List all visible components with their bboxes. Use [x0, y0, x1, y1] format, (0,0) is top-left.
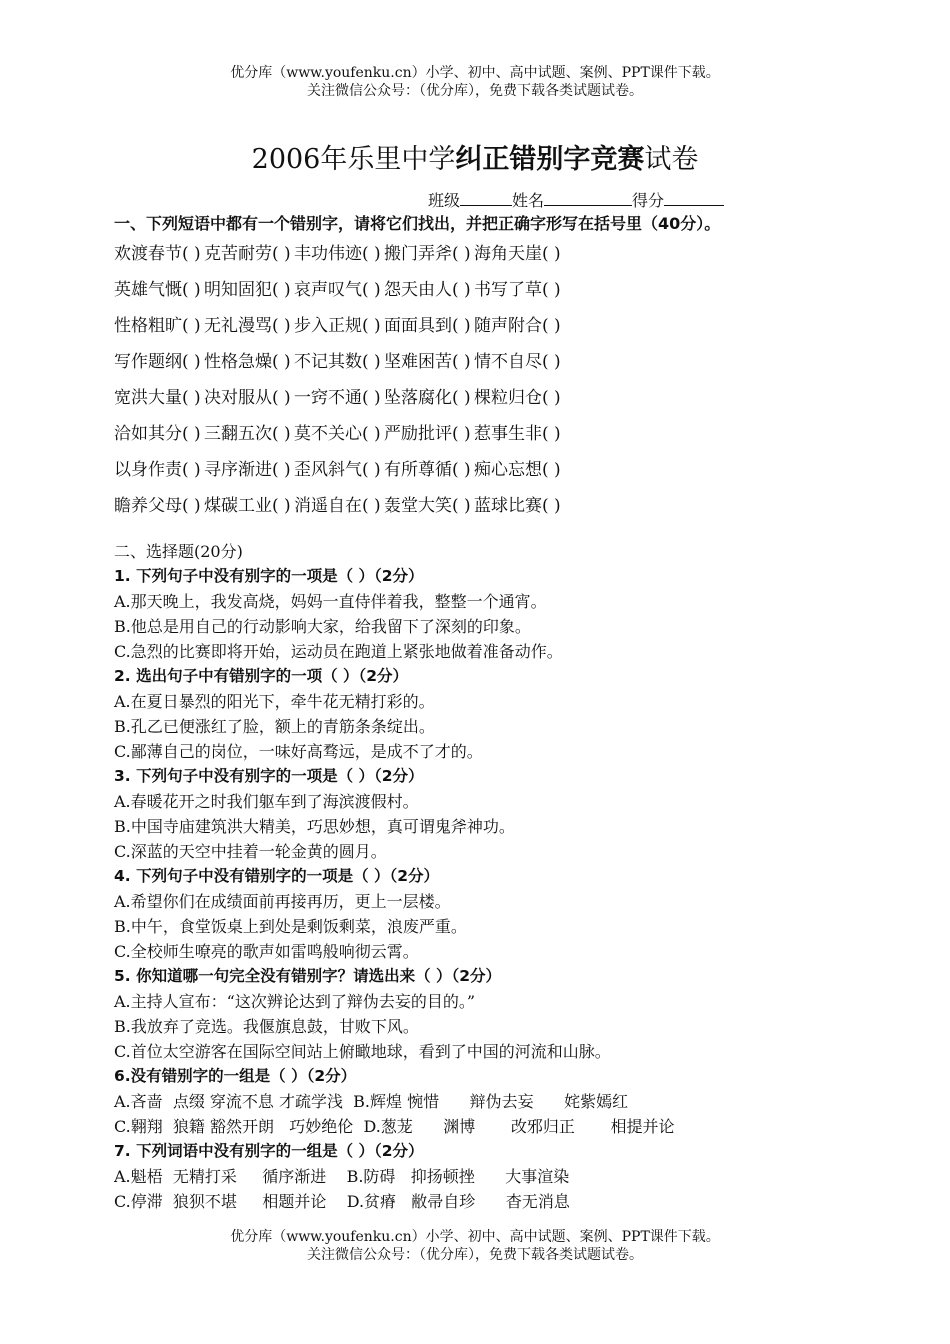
question-option: C.全校师生嘹亮的歌声如雷鸣般响彻云霄。: [114, 942, 419, 961]
phrase-text: 性格急燥: [204, 352, 272, 372]
phrase-text: 海角天崖: [474, 244, 542, 264]
answer-paren[interactable]: ( ): [182, 460, 201, 480]
phrase-text: 写作题纲: [114, 352, 182, 372]
answer-paren[interactable]: ( ): [362, 496, 381, 516]
phrase-text: 步入正规: [294, 316, 362, 336]
answer-paren[interactable]: ( ): [452, 316, 471, 336]
answer-paren[interactable]: ( ): [182, 388, 201, 408]
phrase-row: [114, 416, 914, 452]
header-line-1: 优分库（www.youfenku.cn）小学、初中、高中试题、案例、PPT课件下载。: [230, 65, 720, 81]
phrase-text: 惹事生非: [474, 424, 542, 444]
question-stem: 6.没有错别字的一组是（ ）（2分）: [114, 1067, 357, 1085]
question-option: A.春暖花开之时我们躯车到了海滨渡假村。: [114, 792, 419, 811]
phrase-item: [474, 344, 564, 380]
phrase-text: 三翻五次: [204, 424, 272, 444]
answer-paren[interactable]: ( ): [542, 460, 561, 480]
question-option: C.首位太空游客在国际空间站上俯瞰地球，看到了中国的河流和山脉。: [114, 1042, 611, 1061]
question-option: C.停滞 狼狈不堪 相题并论 D.贫瘠 敝帚自珍 杳无消息: [114, 1192, 570, 1211]
phrase-row: [114, 488, 914, 524]
question-option: A.在夏日暴烈的阳光下，牵牛花无精打彩的。: [114, 692, 435, 711]
phrase-item: [204, 488, 294, 524]
answer-paren[interactable]: ( ): [272, 244, 291, 264]
phrase-text: 面面具到: [384, 316, 452, 336]
question-option: B.孔乙已便涨红了脸，额上的青筋条条绽出。: [114, 717, 435, 736]
phrase-row: [114, 236, 914, 272]
phrase-text: 不记其数: [294, 352, 362, 372]
phrase-item: [384, 236, 474, 272]
question-stem: 5. 你知道哪一句完全没有错别字？请选出来（ ）（2分）: [114, 967, 502, 985]
answer-paren[interactable]: ( ): [452, 244, 471, 264]
phrase-text: 坠落腐化: [384, 388, 452, 408]
phrase-text: 消遥自在: [294, 496, 362, 516]
page-footer: [0, 1228, 950, 1264]
question-option: A.魁梧 无精打采 循序渐进 B.防碍 抑扬顿挫 大事渲染: [114, 1167, 570, 1186]
phrase-text: 蓝球比赛: [474, 496, 542, 516]
answer-paren[interactable]: ( ): [272, 496, 291, 516]
exam-body: [114, 212, 914, 1214]
phrase-item: [474, 452, 564, 488]
answer-paren[interactable]: ( ): [452, 388, 471, 408]
answer-paren[interactable]: ( ): [272, 460, 291, 480]
phrase-item: [114, 272, 204, 308]
answer-paren[interactable]: ( ): [182, 496, 201, 516]
phrase-text: 莫不关心: [294, 424, 362, 444]
answer-paren[interactable]: ( ): [452, 460, 471, 480]
phrase-text: 书写了草: [474, 280, 542, 300]
answer-paren[interactable]: ( ): [362, 424, 381, 444]
phrase-row: [114, 380, 914, 416]
answer-paren[interactable]: ( ): [362, 244, 381, 264]
phrase-item: [384, 452, 474, 488]
answer-paren[interactable]: ( ): [542, 424, 561, 444]
class-blank: [460, 190, 512, 206]
phrase-item: [474, 380, 564, 416]
phrase-item: [474, 272, 564, 308]
phrase-text: 以身作责: [114, 460, 182, 480]
phrase-text: 一窍不通: [294, 388, 362, 408]
phrase-item: [384, 488, 474, 524]
question-stem: 4. 下列句子中没有错别字的一项是（ ）（2分）: [114, 867, 440, 885]
phrase-text: 怨天由人: [384, 280, 452, 300]
phrase-item: [204, 344, 294, 380]
phrase-row: [114, 344, 914, 380]
question-option: C.深蓝的天空中挂着一轮金黄的圆月。: [114, 842, 387, 861]
phrase-text: 轰堂大笑: [384, 496, 452, 516]
answer-paren[interactable]: ( ): [452, 424, 471, 444]
question-stem: 2. 选出句子中有错别字的一项（ ）（2分）: [114, 667, 409, 685]
answer-paren[interactable]: ( ): [362, 280, 381, 300]
phrase-text: 性格粗旷: [114, 316, 182, 336]
footer-line-2: 关注微信公众号：（优分库），免费下载各类试题试卷。: [307, 1247, 643, 1263]
footer-line-1: 优分库（www.youfenku.cn）小学、初中、高中试题、案例、PPT课件下载。: [230, 1229, 720, 1245]
phrase-item: [294, 236, 384, 272]
question-option: B.中国寺庙建筑洪大精美，巧思妙想，真可谓鬼斧神功。: [114, 817, 515, 836]
page-header: [0, 64, 950, 100]
answer-paren[interactable]: ( ): [182, 352, 201, 372]
question-option: A.吝啬 点缀 穿流不息 才疏学浅 B.辉煌 惋惜 辩伪去妄 姹紫嫣红: [114, 1092, 629, 1111]
phrase-text: 寻序渐进: [204, 460, 272, 480]
answer-paren[interactable]: ( ): [542, 352, 561, 372]
phrase-grid: [114, 236, 914, 524]
phrase-item: [384, 344, 474, 380]
section1-heading: 一、下列短语中都有一个错别字，请将它们找出，并把正确字形写在括号里（40分）。: [114, 214, 721, 233]
answer-paren[interactable]: ( ): [182, 280, 201, 300]
phrase-item: [204, 308, 294, 344]
answer-paren[interactable]: ( ): [362, 460, 381, 480]
phrase-text: 煤碳工业: [204, 496, 272, 516]
phrase-item: [384, 308, 474, 344]
question-option: C.翱翔 狼籍 豁然开朗 巧妙绝伦 D.葱茏 渊博 改邪归正 相提并论: [114, 1117, 675, 1136]
answer-paren[interactable]: ( ): [542, 316, 561, 336]
phrase-item: [114, 452, 204, 488]
phrase-item: [114, 344, 204, 380]
answer-paren[interactable]: ( ): [362, 352, 381, 372]
answer-paren[interactable]: ( ): [182, 244, 201, 264]
phrase-text: 严励批评: [384, 424, 452, 444]
phrase-row: [114, 452, 914, 488]
question-option: B.他总是用自己的行动影响大家，给我留下了深刻的印象。: [114, 617, 531, 636]
answer-paren[interactable]: ( ): [542, 244, 561, 264]
phrase-text: 决对服从: [204, 388, 272, 408]
answer-paren[interactable]: ( ): [272, 352, 291, 372]
student-info-line: [428, 190, 724, 212]
answer-paren[interactable]: ( ): [272, 424, 291, 444]
question-option: C.鄙薄自己的岗位，一味好高骛远，是成不了才的。: [114, 742, 483, 761]
phrase-item: [204, 272, 294, 308]
answer-paren[interactable]: ( ): [362, 316, 381, 336]
phrase-item: [114, 488, 204, 524]
phrase-text: 歪风斜气: [294, 460, 362, 480]
phrase-item: [474, 308, 564, 344]
phrase-text: 宽洪大量: [114, 388, 182, 408]
answer-paren[interactable]: ( ): [272, 316, 291, 336]
phrase-item: [294, 380, 384, 416]
answer-paren[interactable]: ( ): [182, 316, 201, 336]
answer-paren[interactable]: ( ): [272, 280, 291, 300]
phrase-text: 明知固犯: [204, 280, 272, 300]
score-blank: [664, 190, 724, 206]
phrase-item: [294, 488, 384, 524]
phrase-item: [384, 272, 474, 308]
phrase-item: [204, 380, 294, 416]
phrase-text: 英雄气慨: [114, 280, 182, 300]
title-bold: 纠正错别字竞赛: [455, 144, 645, 175]
question-option: C.急烈的比赛即将开始，运动员在跑道上紧张地做着准备动作。: [114, 642, 563, 661]
phrase-row: [114, 308, 914, 344]
question-option: B.中午，食堂饭桌上到处是剩饭剩菜，浪废严重。: [114, 917, 467, 936]
question-option: A.希望你们在成绩面前再接再历，更上一层楼。: [114, 892, 451, 911]
phrase-text: 瞻养父母: [114, 496, 182, 516]
phrase-text: 无礼漫骂: [204, 316, 272, 336]
question-stem: 3. 下列句子中没有别字的一项是（ ）（2分）: [114, 767, 424, 785]
phrase-item: [114, 236, 204, 272]
phrase-item: [294, 308, 384, 344]
answer-paren[interactable]: ( ): [542, 496, 561, 516]
phrase-text: 洽如其分: [114, 424, 182, 444]
phrase-text: 欢渡春节: [114, 244, 182, 264]
phrase-item: [474, 236, 564, 272]
phrase-text: 有所尊循: [384, 460, 452, 480]
answer-paren[interactable]: ( ): [452, 280, 471, 300]
answer-paren[interactable]: ( ): [452, 496, 471, 516]
question-option: A.主持人宣布：“这次辨论达到了辩伪去妄的目的。”: [114, 992, 476, 1011]
phrase-text: 痴心忘想: [474, 460, 542, 480]
phrase-item: [384, 416, 474, 452]
phrase-row: [114, 272, 914, 308]
phrase-item: [474, 416, 564, 452]
question-option: A.那天晚上，我发高烧，妈妈一直侍伴着我，整整一个通宵。: [114, 592, 547, 611]
title-prefix: 2006年乐里中学: [251, 144, 456, 175]
section2-heading: 二、选择题(20分): [114, 542, 243, 561]
title-suffix: 试卷: [644, 144, 699, 175]
answer-paren[interactable]: ( ): [542, 280, 561, 300]
answer-paren[interactable]: ( ): [542, 388, 561, 408]
phrase-item: [474, 488, 564, 524]
phrase-item: [114, 308, 204, 344]
question-stem: 7. 下列词语中没有别字的一组是（ ）（2分）: [114, 1142, 424, 1160]
phrase-text: 情不自尽: [474, 352, 542, 372]
phrase-item: [294, 416, 384, 452]
phrase-item: [294, 344, 384, 380]
class-label: 班级: [428, 191, 461, 210]
phrase-item: [294, 272, 384, 308]
phrase-text: 克苦耐劳: [204, 244, 272, 264]
name-label: 姓名: [512, 191, 545, 210]
answer-paren[interactable]: ( ): [182, 424, 201, 444]
phrase-item: [384, 380, 474, 416]
score-label: 得分: [632, 191, 665, 210]
phrase-item: [294, 452, 384, 488]
name-blank: [544, 190, 632, 206]
question-stem: 1. 下列句子中没有别字的一项是（ ）（2分）: [114, 567, 424, 585]
phrase-text: 哀声叹气: [294, 280, 362, 300]
question-list: [114, 564, 914, 1214]
phrase-item: [204, 236, 294, 272]
phrase-item: [204, 416, 294, 452]
answer-paren[interactable]: ( ): [362, 388, 381, 408]
phrase-item: [114, 416, 204, 452]
exam-title: [0, 140, 950, 180]
header-line-2: 关注微信公众号：（优分库），免费下载各类试题试卷。: [307, 83, 643, 99]
question-option: B.我放弃了竞选。我偃旗息鼓，甘败下风。: [114, 1017, 419, 1036]
phrase-text: 随声附合: [474, 316, 542, 336]
phrase-text: 搬门弄斧: [384, 244, 452, 264]
phrase-text: 坚难困苦: [384, 352, 452, 372]
phrase-text: 棵粒归仓: [474, 388, 542, 408]
phrase-item: [204, 452, 294, 488]
answer-paren[interactable]: ( ): [272, 388, 291, 408]
answer-paren[interactable]: ( ): [452, 352, 471, 372]
phrase-text: 丰功伟迹: [294, 244, 362, 264]
phrase-item: [114, 380, 204, 416]
